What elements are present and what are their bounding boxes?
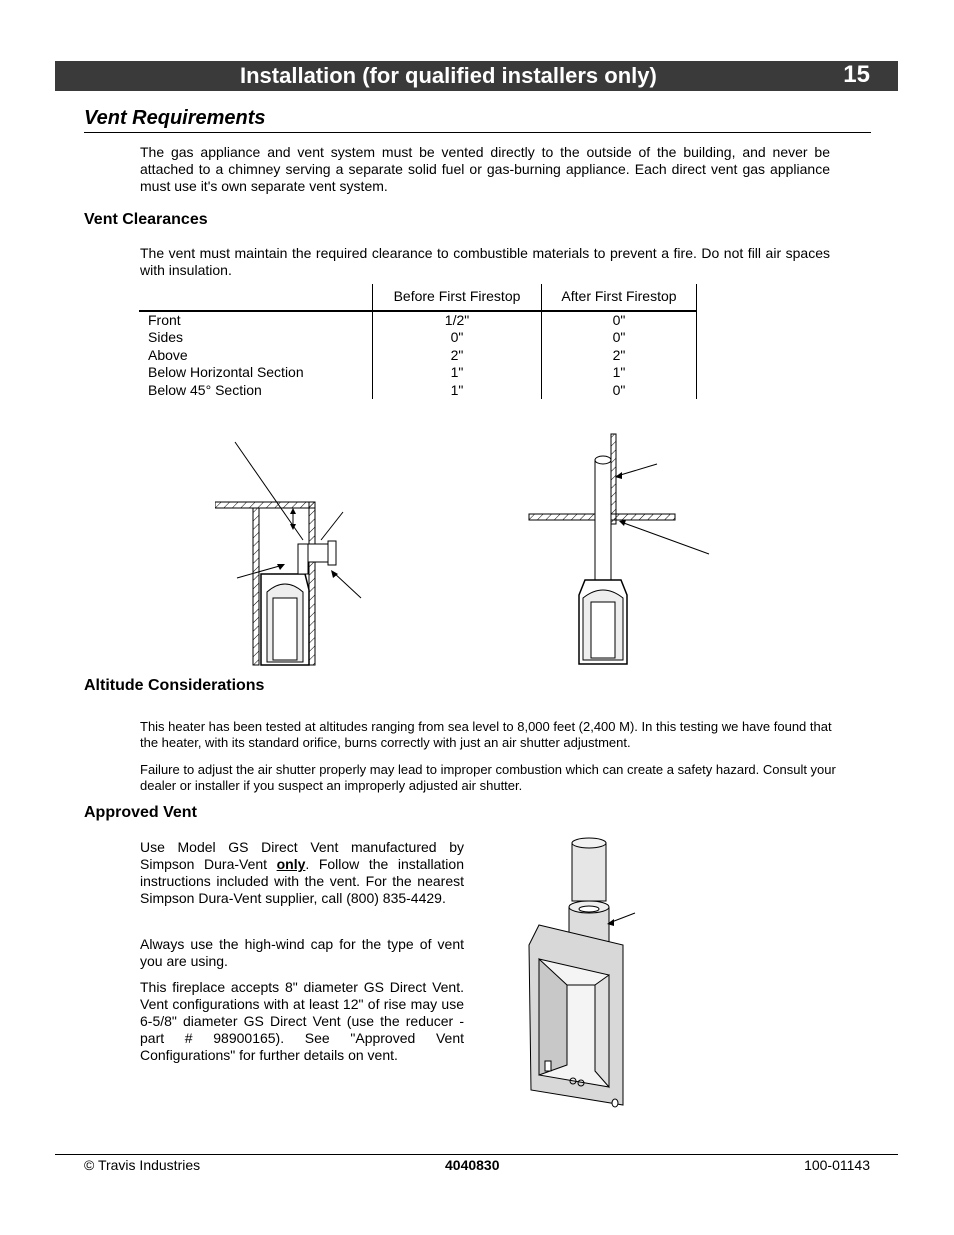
table-cell: 2" (373, 347, 542, 365)
clearance-diagram-vertical (525, 430, 715, 670)
table-row (139, 329, 697, 347)
text-span: . Follow the installation instructions included with the vent. For the nearest Simpson Dura-Vent supplier, call (800) 835-4429. (140, 856, 464, 906)
table-row (139, 347, 697, 365)
table-cell: 0" (373, 329, 542, 347)
table-cell: Below 45° Section (148, 381, 262, 398)
table-cell: 2" (542, 347, 697, 365)
table-cell: 1/2" (373, 311, 542, 330)
footer-part-number: 100-01143 (804, 1157, 870, 1173)
table-row (139, 311, 697, 330)
altitude-paragraph-1: This heater has been tested at altitudes ranging from sea level to 8,000 feet (2,400 M). In this testing we have found that the heater, with its standard orifice, burns correctly with just an air shutter adjustment. (140, 719, 832, 750)
approved-vent-paragraph-3: This fireplace accepts 8" diameter GS Direct Vent. Vent configurations with at least 12" of rise may use 6-5/8" diameter GS Direct Vent (use the reducer - part # 98900165). See "Approved Vent Configurations" for further details on vent. (140, 979, 464, 1063)
approved-vent-paragraph-2: Always use the high-wind cap for the type of vent you are using. (140, 936, 464, 969)
table-row (139, 382, 697, 400)
table-cell: 1" (373, 364, 542, 382)
clearance-table (139, 284, 697, 399)
vent-requirements-paragraph: The gas appliance and vent system must be vented directly to the outside of the building, and never be attached to a chimney serving a separate solid fuel or gas-burning appliance. Each direct vent gas appliance must use it's own separate vent system. (140, 144, 830, 194)
table-cell: 0" (542, 329, 697, 347)
table-cell: Above (148, 346, 188, 363)
page-header-bar (55, 61, 898, 91)
clearance-diagram-horizontal (215, 440, 365, 670)
table-cell: Front (139, 311, 373, 330)
table-cell: 0" (542, 382, 697, 400)
heading-divider (84, 132, 871, 133)
footer-divider (55, 1154, 898, 1155)
page-title: Installation (for qualified installers only) (240, 63, 657, 88)
table-cell: Sides (148, 329, 184, 345)
page-number: 15 (843, 61, 870, 88)
table-cell: 0" (542, 311, 697, 330)
section-heading-altitude: Altitude Considerations (84, 677, 265, 694)
fireplace-vent-illustration (525, 835, 640, 1110)
section-heading-approved-vent: Approved Vent (84, 804, 197, 821)
table-header-cell (139, 284, 373, 311)
altitude-paragraph-2: Failure to adjust the air shutter properly may lead to improper combustion which can create a safety hazard. Consult your dealer or installer if you suspect an improperly adjusted air shutter. (140, 762, 836, 793)
footer-doc-number: 4040830 (445, 1157, 500, 1173)
table-cell: Below Horizontal Section (148, 364, 304, 380)
table-row (139, 364, 697, 382)
emphasis-only: only (276, 856, 306, 872)
footer-copyright: © Travis Industries (84, 1157, 201, 1173)
section-heading-vent-requirements: Vent Requirements (84, 107, 266, 129)
table-cell: 1" (542, 364, 697, 382)
section-heading-vent-clearances: Vent Clearances (84, 211, 208, 228)
table-header-cell: After First Firestop (542, 284, 697, 311)
vent-clearances-paragraph: The vent must maintain the required clearance to combustible materials to prevent a fire. Do not fill air spaces with insulation. (140, 245, 830, 278)
approved-vent-paragraph-1 (140, 839, 464, 907)
text-span: Use Model GS Direct Vent manufactured by Simpson Dura-Vent (140, 839, 464, 872)
table-cell: 1" (373, 382, 542, 400)
table-header-cell: Before First Firestop (373, 284, 542, 311)
